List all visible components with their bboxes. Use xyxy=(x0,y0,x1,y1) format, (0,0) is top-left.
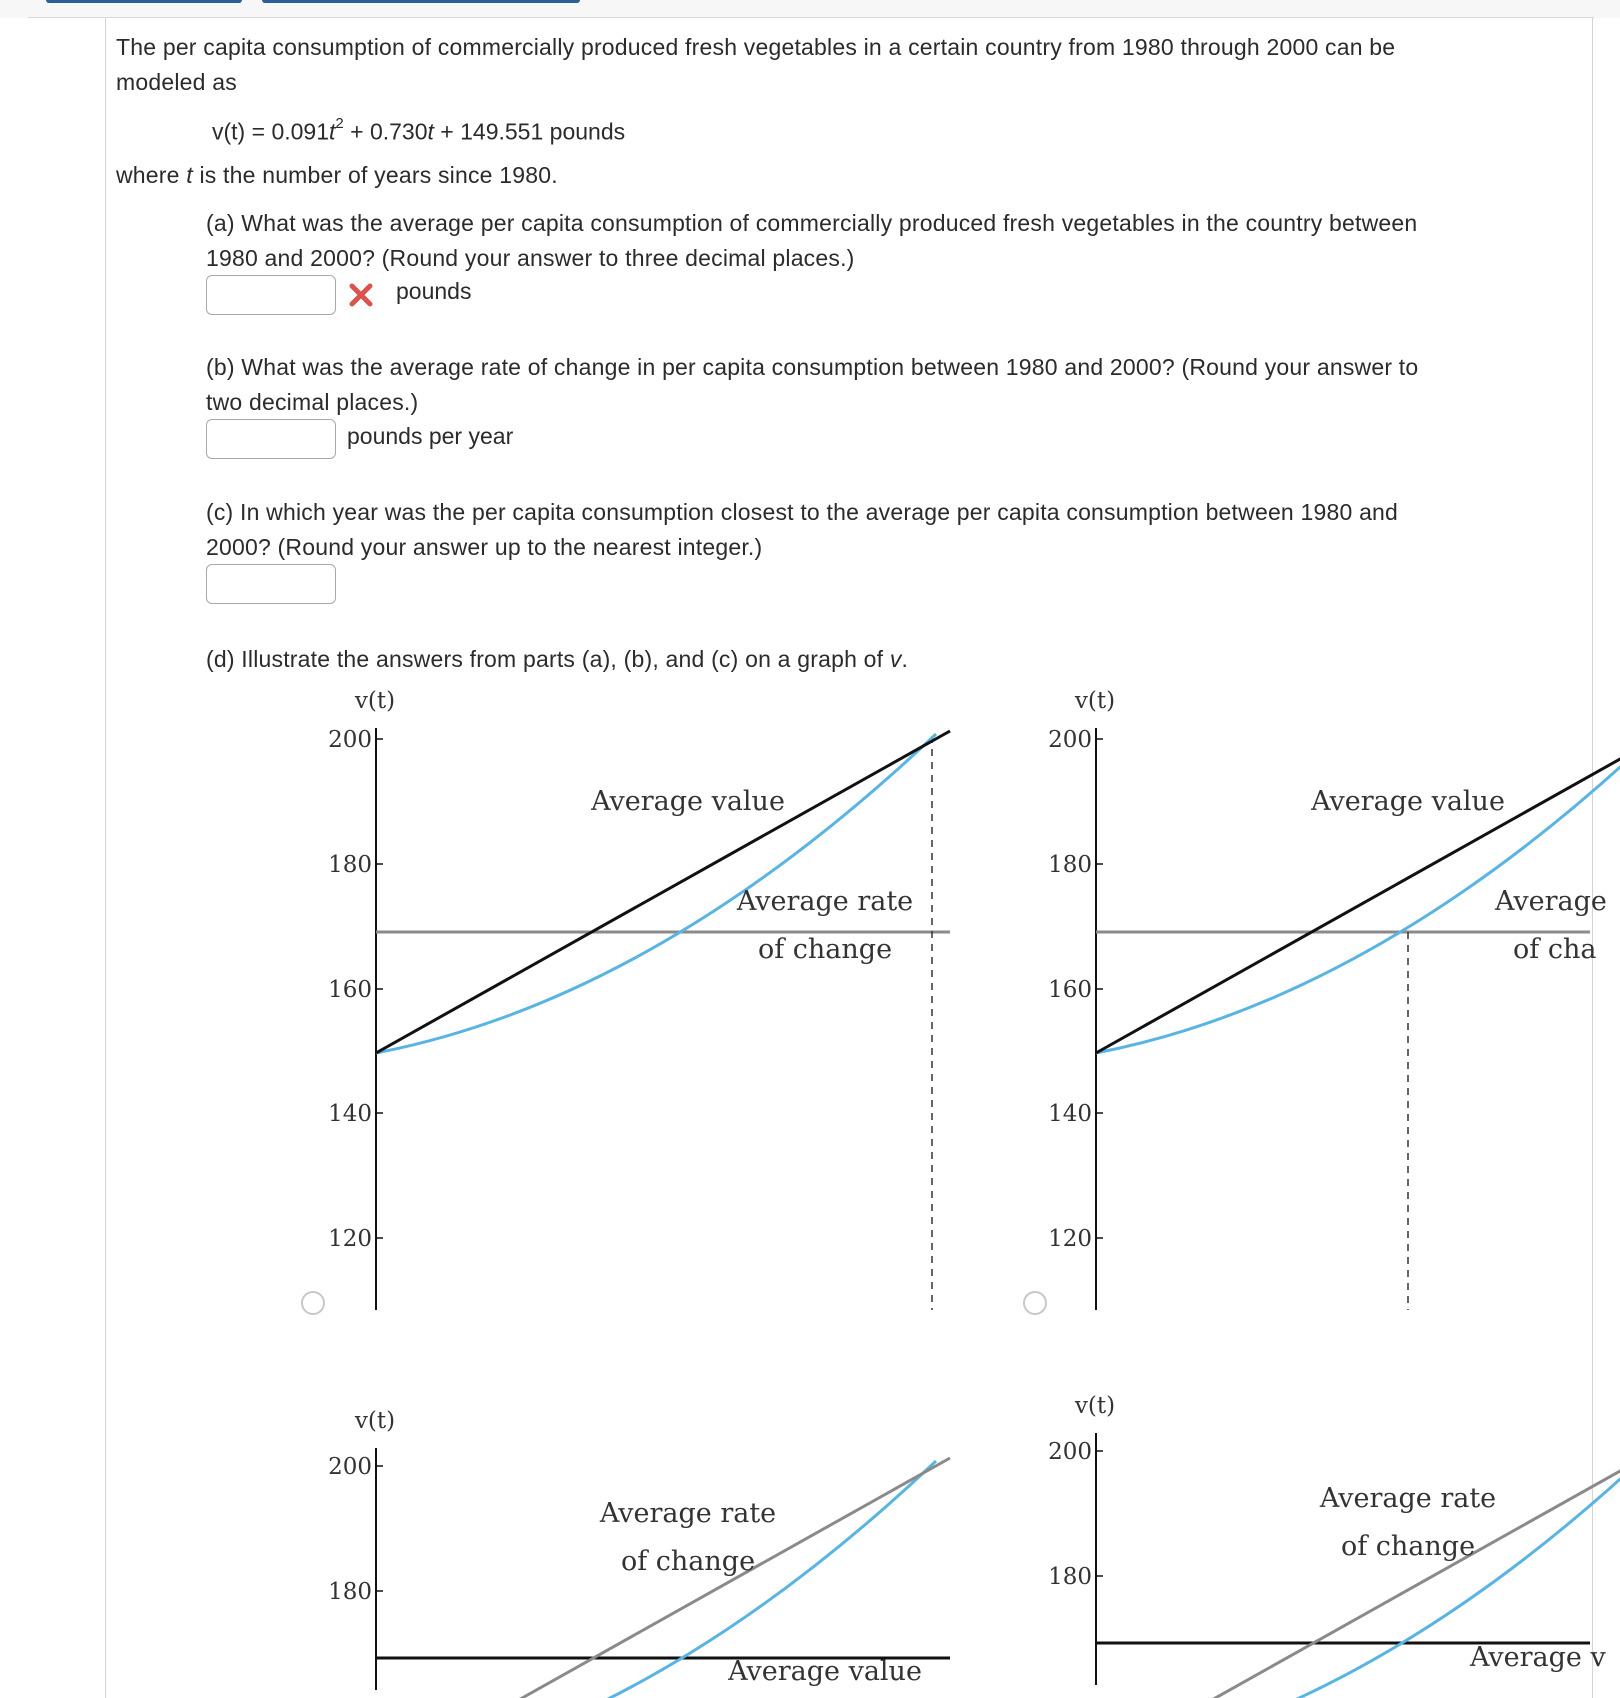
graph1-tick-label: 140 xyxy=(328,1101,372,1127)
part-c-question: (c) In which year was the per capita consumption closest to the average per capita consumption between 1980 and xyxy=(206,499,1399,525)
problem-intro: The per capita consumption of commercially produced fresh vegetables in a certain country from 1980 through 2000 can be xyxy=(116,34,1396,60)
graph4-label-1b: of change xyxy=(1340,1531,1476,1562)
graph1-label-2b: of change xyxy=(757,934,893,965)
problem-intro-line2: modeled as xyxy=(116,69,237,95)
formula-lhs: v(t) xyxy=(212,118,246,145)
part-d-pre: (d) Illustrate the answers from parts (a), (b), and (c) on a graph of xyxy=(206,646,884,672)
graph2-ylabel: v(t) xyxy=(1074,688,1116,714)
graph1-ylabel: v(t) xyxy=(354,688,396,714)
part-b-question: (b) What was the average rate of change in per capita consumption between 1980 and 2000? (Round your answer to xyxy=(206,354,1419,380)
graph1-label-1: Average value xyxy=(591,786,785,817)
formula xyxy=(212,115,626,146)
graph1-tick-label: 200 xyxy=(328,727,372,753)
part-b-unit: pounds per year xyxy=(347,423,514,449)
graph3-label-2: Average value xyxy=(728,1656,922,1687)
where-pre: where xyxy=(116,162,180,188)
formula-var1: t xyxy=(329,118,336,145)
graph1-label-2a: Average rate xyxy=(736,886,914,917)
part-c-question-line2: 2000? (Round your answer up to the nearest integer.) xyxy=(206,534,763,560)
top-strip xyxy=(0,0,1620,18)
graph-option-1 xyxy=(310,680,960,1320)
where-var: t xyxy=(186,162,193,188)
part-a-unit: pounds xyxy=(396,278,472,304)
formula-c2: 0.730 xyxy=(369,118,428,145)
formula-var2: t xyxy=(427,118,434,145)
formula-exp: 2 xyxy=(335,115,344,132)
graph1-tick-label: 120 xyxy=(328,1226,372,1252)
graph2-tick-label: 180 xyxy=(1048,852,1092,878)
graph3-label-1a: Average rate xyxy=(599,1498,777,1529)
graph4-ylabel: v(t) xyxy=(1074,1393,1116,1419)
where-line xyxy=(116,158,558,193)
formula-c1: 0.091 xyxy=(271,118,329,145)
part-d-var: v xyxy=(889,646,902,672)
part-b-question-line2: two decimal places.) xyxy=(206,389,419,415)
top-tab-2[interactable] xyxy=(262,0,580,3)
top-tab-1[interactable] xyxy=(46,0,242,3)
graph3-label-1b: of change xyxy=(620,1546,756,1577)
part-a-answer-input[interactable] xyxy=(206,275,336,315)
incorrect-x-icon xyxy=(347,281,375,309)
graph4-tick-label: 180 xyxy=(1048,1564,1092,1590)
graph3-tick-label: 200 xyxy=(328,1454,372,1480)
graph-option-4 xyxy=(1030,1385,1606,1677)
graph3-tick-label: 180 xyxy=(328,1579,372,1605)
graph2-label-1: Average value xyxy=(1311,786,1505,817)
part-d-post: . xyxy=(901,646,909,672)
graph4-label-2: Average v xyxy=(1470,1642,1606,1673)
graph-option-2 xyxy=(1030,680,1607,1320)
part-a-question: (a) What was the average per capita consumption of commercially produced fresh vegetables in the country between xyxy=(206,210,1418,236)
part-b-answer-input[interactable] xyxy=(206,419,336,459)
part-d-question xyxy=(206,642,908,677)
formula-c3: 149.551 xyxy=(460,118,544,145)
graph2-label-2a: Average xyxy=(1495,886,1607,917)
graph3-ylabel: v(t) xyxy=(354,1408,396,1434)
graph-option-3 xyxy=(310,1400,960,1687)
graph2-label-2b: of cha xyxy=(1513,934,1597,965)
graph4-tick-label: 200 xyxy=(1048,1439,1092,1465)
graph2-tick-label: 160 xyxy=(1048,977,1092,1003)
part-a-question-line2: 1980 and 2000? (Round your answer to three decimal places.) xyxy=(206,245,855,271)
graph4-label-1a: Average rate xyxy=(1319,1483,1497,1514)
graph2-tick-label: 200 xyxy=(1048,727,1092,753)
formula-plus2: + xyxy=(440,118,454,145)
formula-unit: pounds xyxy=(549,118,626,145)
graph1-tick-label: 160 xyxy=(328,977,372,1003)
formula-plus1: + xyxy=(350,118,364,145)
graph2-tick-label: 120 xyxy=(1048,1226,1092,1252)
where-post: is the number of years since 1980. xyxy=(199,162,558,188)
graph1-tick-label: 180 xyxy=(328,852,372,878)
formula-eq: = xyxy=(251,118,266,145)
part-c-answer-input[interactable] xyxy=(206,564,336,604)
graph2-tick-label: 140 xyxy=(1048,1101,1092,1127)
